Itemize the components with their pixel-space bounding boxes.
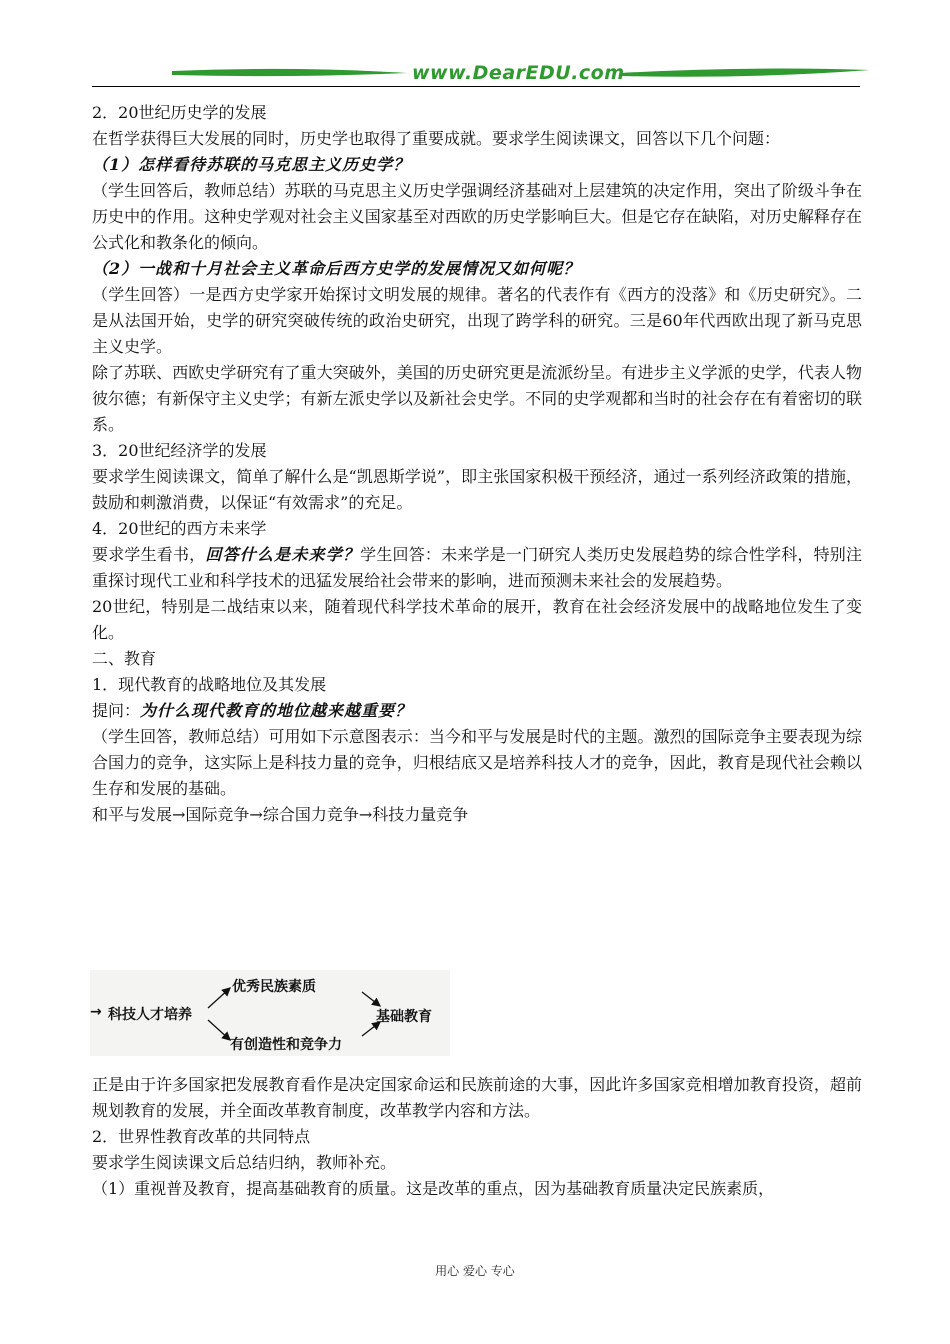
page-header: [92, 60, 860, 90]
arrow-top-to-target: [362, 992, 380, 1006]
diagram-left-arrow: →: [90, 1004, 102, 1020]
diagram-source: 科技人才培养: [108, 1007, 192, 1023]
heading-reform: 2．世界性教育改革的共同特点: [92, 1127, 311, 1146]
text-run: 提问：: [92, 701, 141, 720]
text-run: 要求学生看书，: [92, 545, 206, 564]
paragraph: （学生回答）一是西方史学家开始探讨文明发展的规律。著名的代表作有《西方的没落》和《历史研究》。二是从法国开始，史学的研究突破传统的政治史研究，出现了跨学科的研究。三是60年代西欧出现了新马克思主义史学。: [92, 285, 862, 356]
paragraph-ask: [92, 698, 862, 724]
paragraph: （1）重视普及教育，提高基础教育的质量。这是改革的重点，因为基础教育质量决定民族素质，: [92, 1179, 775, 1198]
paragraph: （学生回答，教师总结）可用如下示意图表示：当今和平与发展是时代的主题。激烈的国际竞争主要表现为综合国力的竞争，这实际上是科技力量的竞争，归根结底又是培养科技人才的竞争，因此，教育是现代社会赖以生存和发展的基础。: [92, 727, 862, 798]
arrow-to-bottom-branch: [208, 1020, 230, 1040]
diagram-target: 基础教育: [376, 1009, 432, 1025]
paragraph: 除了苏联、西欧史学研究有了重大突破外，美国的历史研究更是流派纷呈。有进步主义学派的史学，代表人物彼尔德；有新保守主义史学；有新左派史学以及新社会史学。不同的史学观都和当时的社会存在有着密切的联系。: [92, 363, 862, 434]
logo-swoosh-left: [172, 66, 407, 80]
question-2: （2）一战和十月社会主义革命后西方史学的发展情况又如何呢？: [92, 259, 581, 278]
heading-economics: 3．20世纪经济学的发展: [92, 441, 267, 460]
heading-modern-education: 1．现代教育的战略地位及其发展: [92, 675, 327, 694]
question-1: （1）怎样看待苏联的马克思主义历史学？: [92, 155, 411, 174]
arrow-to-top-branch: [208, 988, 230, 1008]
logo-swoosh-right: [620, 66, 870, 80]
paragraph: 要求学生阅读课文后总结归纳，教师补充。: [92, 1153, 397, 1172]
heading-history: 2．20世纪历史学的发展: [92, 103, 267, 122]
paragraph: 正是由于许多国家把发展教育看作是决定国家命运和民族前途的大事，因此许多国家竞相增加教育投资，超前规划教育的发展，并全面改革教育制度，改革教学内容和方法。: [92, 1075, 862, 1120]
site-logo[interactable]: www.DearEDU.com: [412, 62, 625, 84]
header-rule: [92, 86, 860, 87]
paragraph: （学生回答后，教师总结）苏联的马克思主义历史学强调经济基础对上层建筑的决定作用，突出了阶级斗争在历史中的作用。这种史学观对社会主义国家基至对西欧的历史学影响巨大。但是它存在缺陷，对历史解释存在公式化和教条化的倾向。: [92, 181, 862, 252]
blank-space: [92, 828, 862, 958]
document-body: [92, 100, 862, 1202]
question-education: 为什么现代教育的地位越来越重要？: [140, 701, 413, 720]
education-diagram: [90, 970, 450, 1056]
diagram-branch-top: 优秀民族素质: [232, 979, 316, 995]
heading-futurology: 4．20世纪的西方未来学: [92, 519, 267, 538]
heading-education: 二、教育: [92, 649, 157, 668]
text-run: 学生回答：未来学是一门研究人类历史发展趋势的综合性学科，特别注重探讨现代工业和科学技术的迅猛发展给社会带来的影响，进而预测未来社会的发展趋势。: [92, 545, 862, 590]
page-footer: 用心 爱心 专心: [435, 1264, 515, 1278]
paragraph: 在哲学获得巨大发展的同时，历史学也取得了重要成就。要求学生阅读课文，回答以下几个问题：: [92, 129, 781, 148]
diagram-branch-bottom: 有创造性和竞争力: [230, 1037, 342, 1053]
flow-chain: 和平与发展→国际竞争→综合国力竞争→科技力量竞争: [92, 805, 469, 824]
paragraph-futurology: [92, 542, 862, 594]
paragraph: 20世纪，特别是二战结束以来，随着现代科学技术革命的展开，教育在社会经济发展中的战略地位发生了变化。: [92, 597, 862, 642]
paragraph: 要求学生阅读课文，简单了解什么是“凯恩斯学说”，即主张国家积极干预经济，通过一系列经济政策的措施，鼓励和刺激消费，以保证“有效需求”的充足。: [92, 467, 862, 512]
question-futurology: 回答什么是未来学？: [205, 545, 361, 564]
